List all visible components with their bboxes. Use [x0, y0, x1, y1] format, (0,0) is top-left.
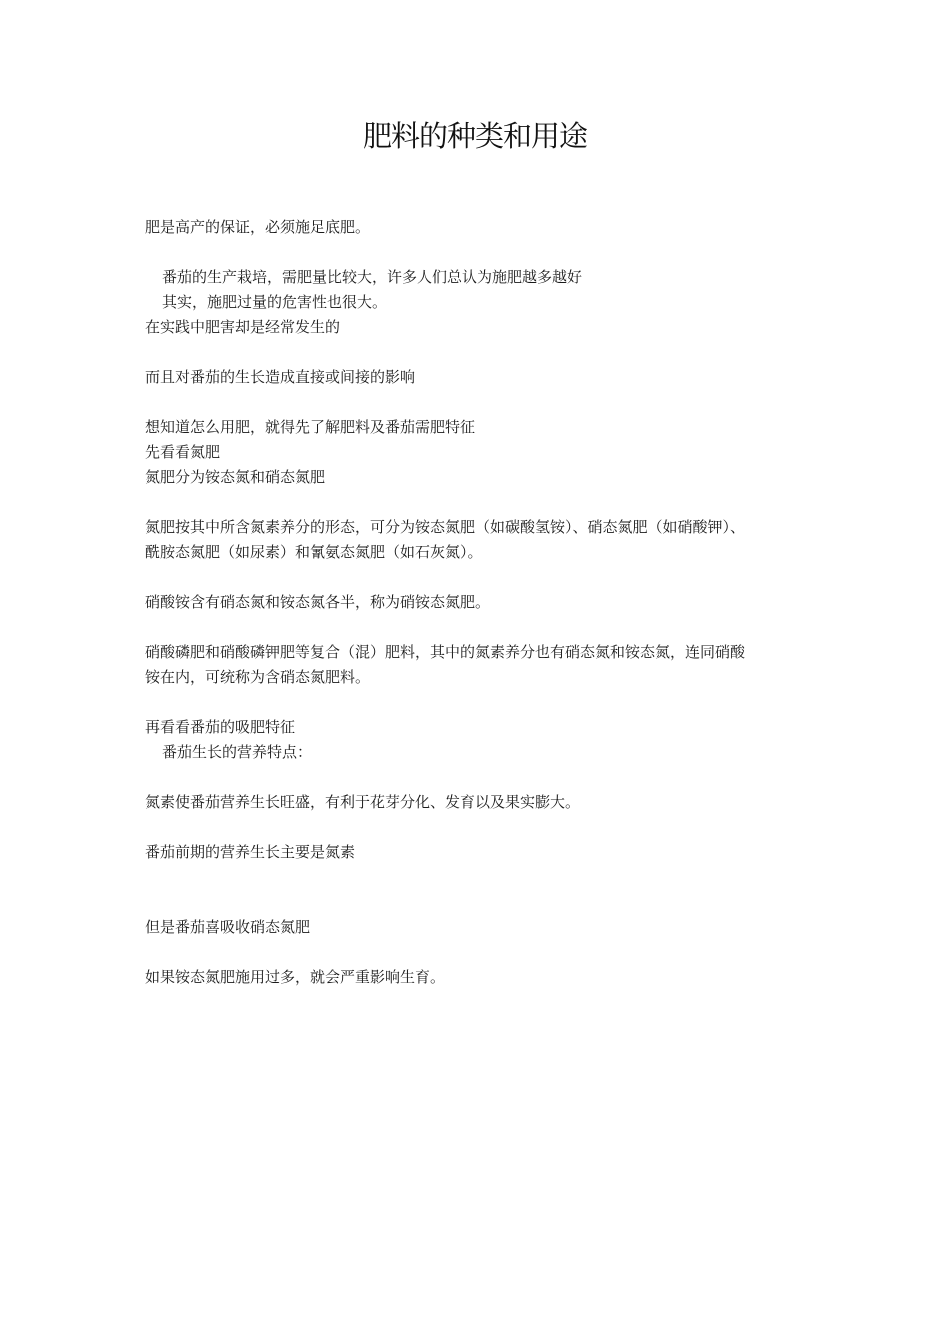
paragraph-fertilizer-damage: 在实践中肥害却是经常发生的 [145, 318, 341, 336]
paragraph-tomato-absorption: 再看看番茄的吸肥特征 [145, 718, 296, 736]
paragraph-nitrogen-types: 氮肥分为铵态氮和硝态氮肥 [145, 468, 326, 486]
paragraph-tomato-demand: 番茄的生产栽培，需肥量比较大，许多人们总认为施肥越多越好 [162, 268, 583, 286]
paragraph-nitrogen-intro: 先看看氮肥 [145, 443, 221, 461]
paragraph-nitrogen-effect: 氮素使番茄营养生长旺盛，有利于花芽分化、发育以及果实膨大。 [145, 793, 581, 811]
paragraph-growth-impact: 而且对番茄的生长造成直接或间接的影响 [145, 368, 416, 386]
paragraph-ammonium-excess: 如果铵态氮肥施用过多，就会严重影响生育。 [145, 968, 446, 986]
paragraph-compound-fertilizer-line1: 硝酸磷肥和硝酸磷钾肥等复合（混）肥料，其中的氮素养分也有硝态氮和铵态氮，连同硝酸 [145, 643, 746, 661]
document-title: 肥料的种类和用途 [362, 119, 587, 153]
paragraph-how-to-fertilize: 想知道怎么用肥，就得先了解肥料及番茄需肥特征 [145, 418, 476, 436]
paragraph-nitrogen-forms-line2: 酰胺态氮肥（如尿素）和氰氨态氮肥（如石灰氮）。 [145, 543, 483, 561]
paragraph-nitrate-preference: 但是番茄喜吸收硝态氮肥 [145, 918, 311, 936]
paragraph-overfertilization-harm: 其实，施肥过量的危害性也很大。 [162, 293, 388, 311]
paragraph-compound-fertilizer-line2: 铵在内，可统称为含硝态氮肥料。 [145, 668, 371, 686]
paragraph-nitrogen-forms-line1: 氮肥按其中所含氮素养分的形态，可分为铵态氮肥（如碳酸氢铵）、硝态氮肥（如硝酸钾）、 [145, 518, 746, 536]
paragraph-base-fertilizer: 肥是高产的保证，必须施足底肥。 [145, 218, 371, 236]
paragraph-early-growth: 番茄前期的营养生长主要是氮素 [145, 843, 356, 861]
paragraph-ammonium-nitrate: 硝酸铵含有硝态氮和铵态氮各半，称为硝铵态氮肥。 [145, 593, 491, 611]
paragraph-nutrition-features: 番茄生长的营养特点： [162, 743, 313, 761]
